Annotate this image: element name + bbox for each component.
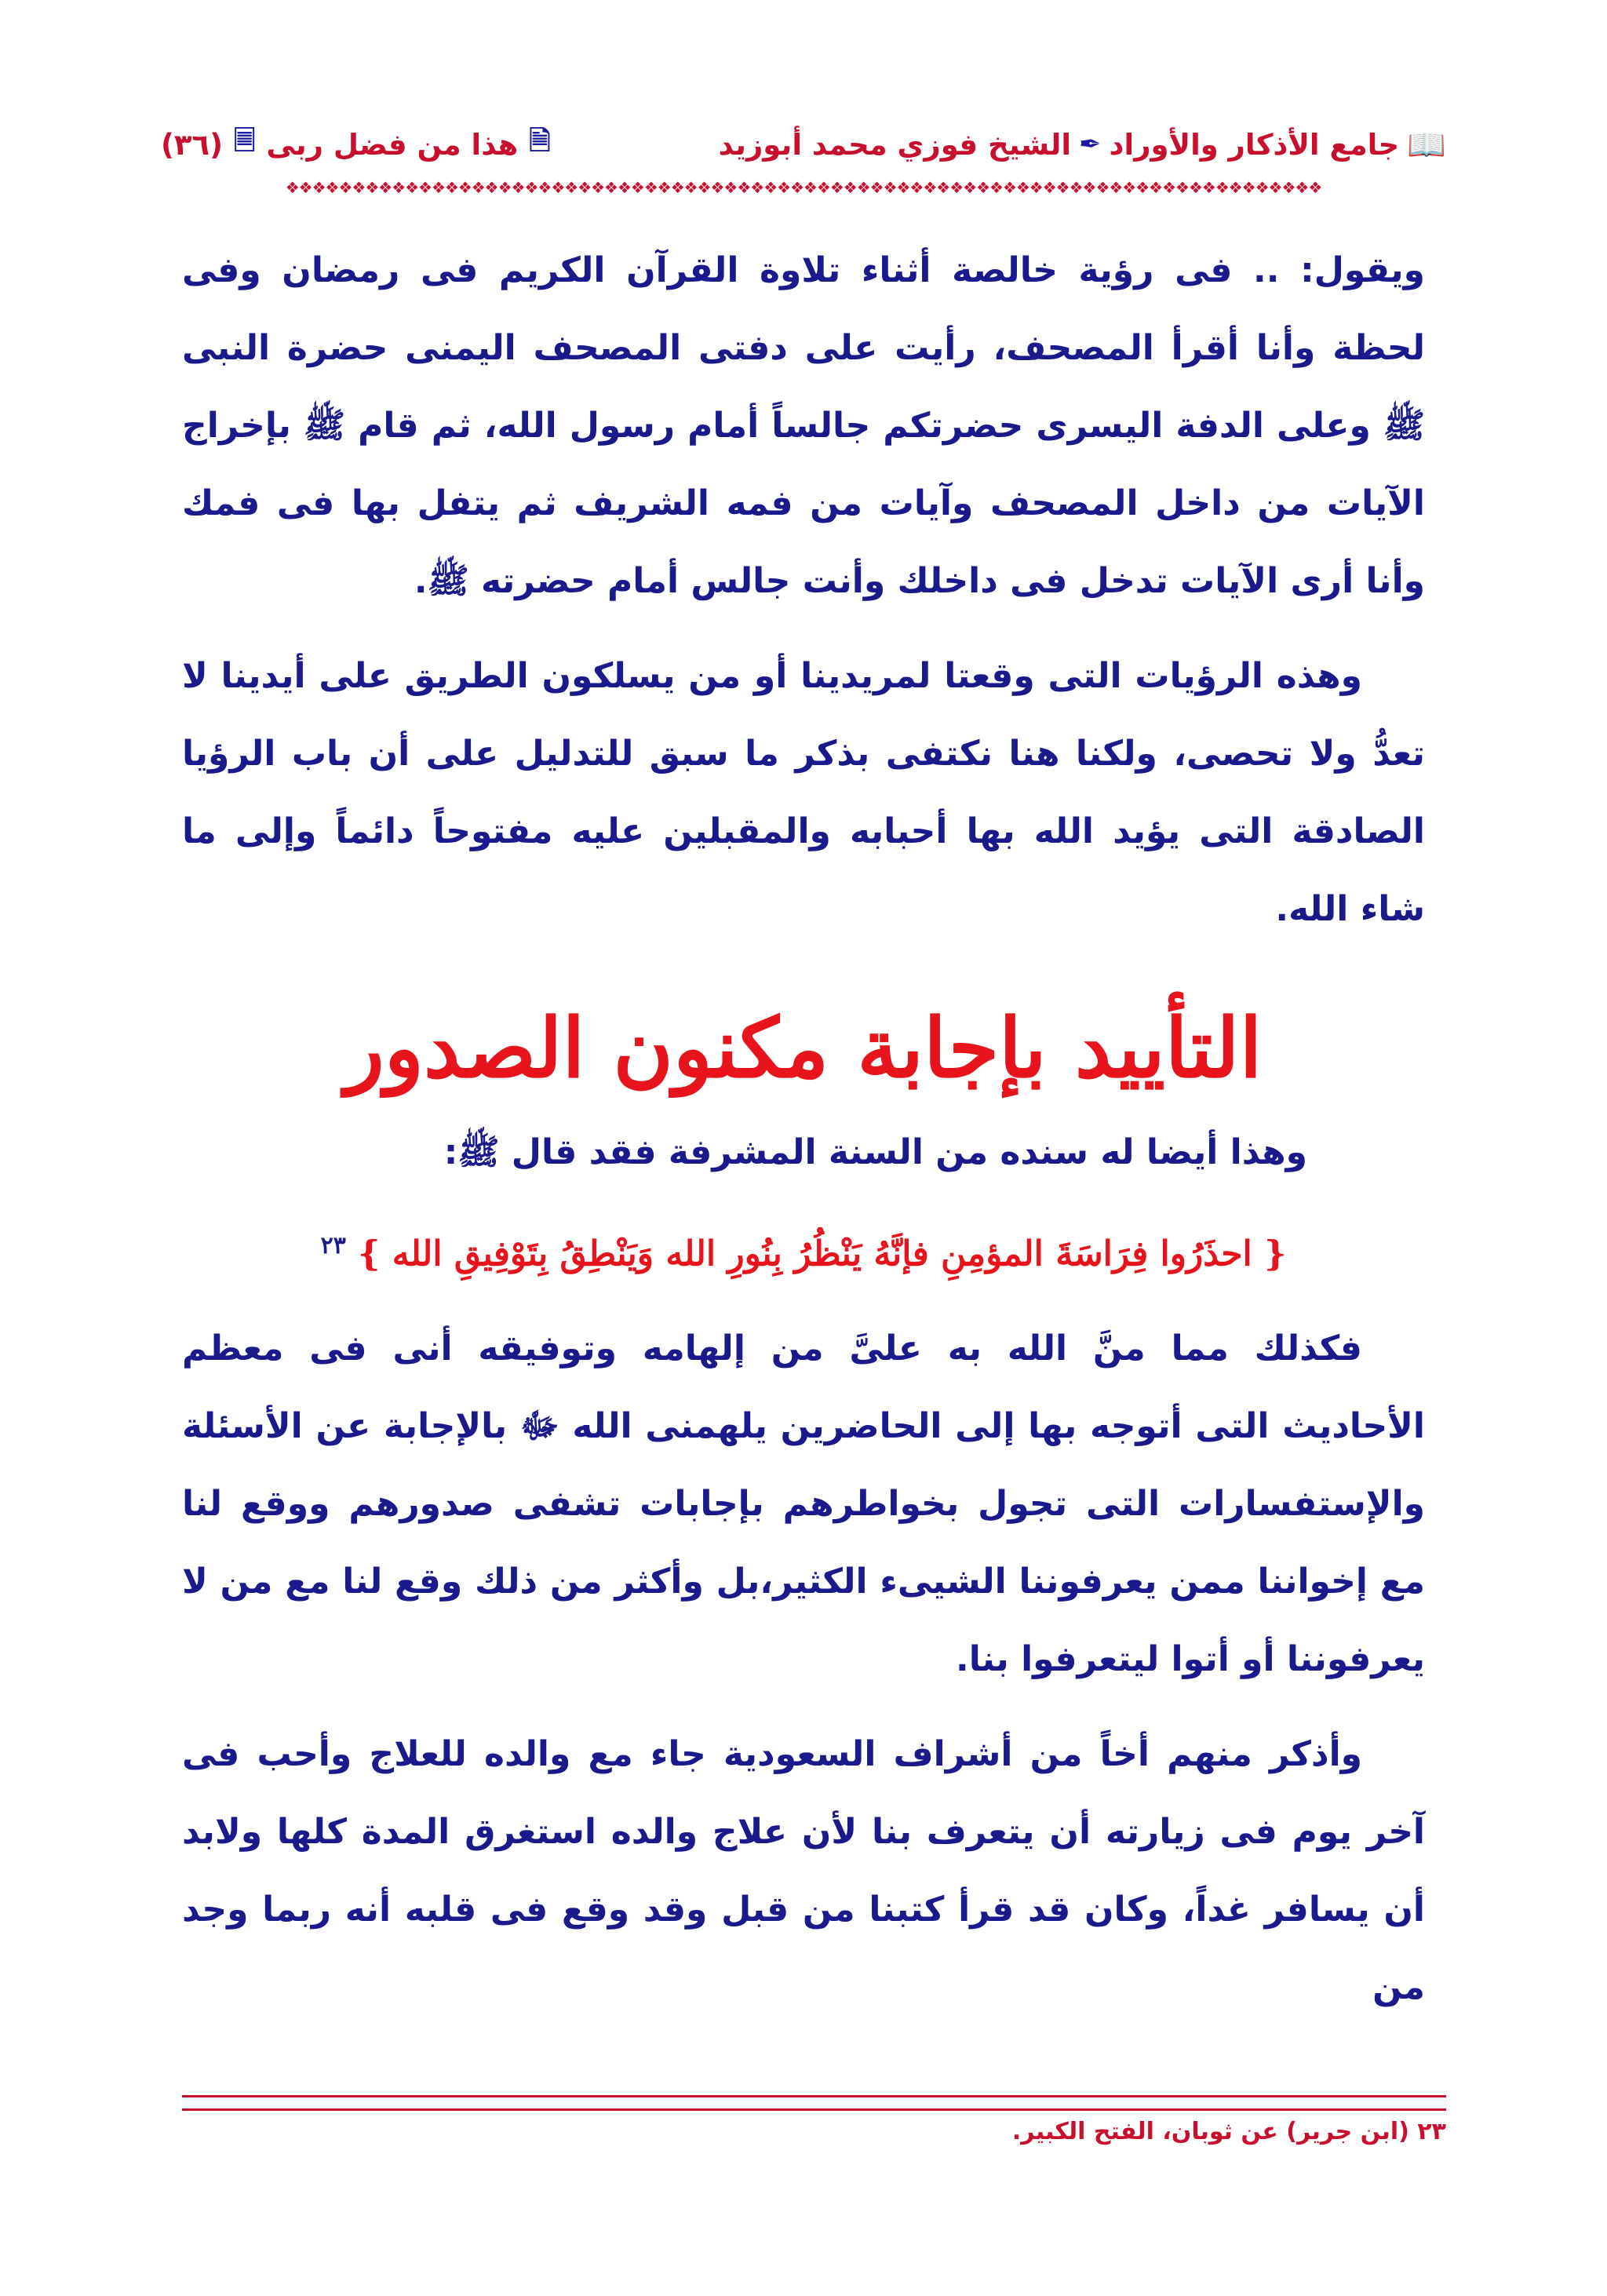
document-icon: 🗎 [529,125,551,157]
open-book-icon: 📖 [1407,126,1446,163]
footnote-reference: ٢٣ [320,1232,346,1259]
paragraph-inspiration: فكذلك مما منَّ الله به علىَّ من إلهامه وتوفيقه أنى فى معظم الأحاديث التى أتوجه بها إلى الحاضرين يلهمنى الله ﷻ بالإجابة عن الأسئلة والإستفسارات التى تجول بخواطرهم بإجابات تشفى صدورهم ووقع لنا مع إخواننا ممن يعرفوننا الشيىء الكثير،بل وأكثر من ذلك وقع لنا مع من لا يعرفوننا أو أتوا ليتعرفوا بنا. [182,1328,1425,1679]
paragraph-saudi-brother: وأذكر منهم أخاً من أشراف السعودية جاء مع والده للعلاج وأحب فى آخر يوم فى زيارته أن يتعرف بنا لأن علاج والده استغرق المدة كلها ولابد أن يسافر غداً، وكان قد قرأ كتبنا من قبل وقد وقع فى قلبه أنه ربما وجد من [182,1733,1425,2007]
page-icon: 🗏 [234,125,256,157]
hadith-quote [182,1207,1425,1294]
header-author: الشيخ فوزي محمد أبوزيد [718,127,1072,162]
header-page-number: (٣٦) [161,127,224,162]
footnote-separator [182,2095,1446,2111]
header-title-group [719,126,1446,163]
section-heading: التأييد بإجابة مكنون الصدور [344,1000,1263,1096]
header-ornament-border: ❖❖❖❖❖❖❖❖❖❖❖❖❖❖❖❖❖❖❖❖❖❖❖❖❖❖❖❖❖❖❖❖❖❖❖❖❖❖❖❖❖❖❖❖❖❖❖❖❖❖❖❖❖❖❖❖❖❖❖❖❖❖❖❖❖❖❖❖❖❖❖❖❖❖❖❖❖❖ [285,179,1322,196]
paragraph-vision: ويقول: .. فى رؤية خالصة أثناء تلاوة القرآن الكريم فى رمضان وفى لحظة وأنا أقرأ المصحف، رأيت على دفتى المصحف اليمنى حضرة النبى ﷺ وعلى الدفة اليسرى حضرتكم جالساً أمام رسول الله، ثم قام ﷺ بإخراج الآيات من داخل المصحف وآيات من فمه الشريف ثم يتفل بها فى فمك وأنا أرى الآيات تدخل فى داخلك وأنت جالس أمام حضرته ﷺ. [182,250,1425,601]
hadith-text: { احذَرُوا فِرَاسَةَ المؤمِنِ فإنَّهُ يَنْظُرُ بِنُورِ الله وَيَنْطِقُ بِتَوْفِيقِ الله } [358,1234,1287,1274]
hadith-intro: وهذا أيضا له سنده من السنة المشرفة فقد قال ﷺ: [443,1132,1307,1172]
footnote: ٢٣ (ابن جرير) عن ثوبان، الفتح الكبير. [1011,2118,1446,2145]
quill-icon: ✒ [1079,129,1102,160]
running-header [161,118,1446,171]
header-book-title: جامع الأذكار والأوراد [1109,127,1400,162]
header-section: هذا من فضل ربى [266,127,519,162]
paragraph-visions-count: وهذه الرؤيات التى وقعتا لمريدينا أو من يسلكون الطريق على أيدينا لا تعدُّ ولا تحصى، ولكنا هنا نكتفى بذكر ما سبق للتدليل على أن باب الرؤيا الصادقة التى يؤيد الله بها أحبابه والمقبلين عليه مفتوحاً دائماً وإلى ما شاء الله. [182,656,1425,929]
page-body [182,231,1425,2043]
header-section-group [161,122,551,167]
